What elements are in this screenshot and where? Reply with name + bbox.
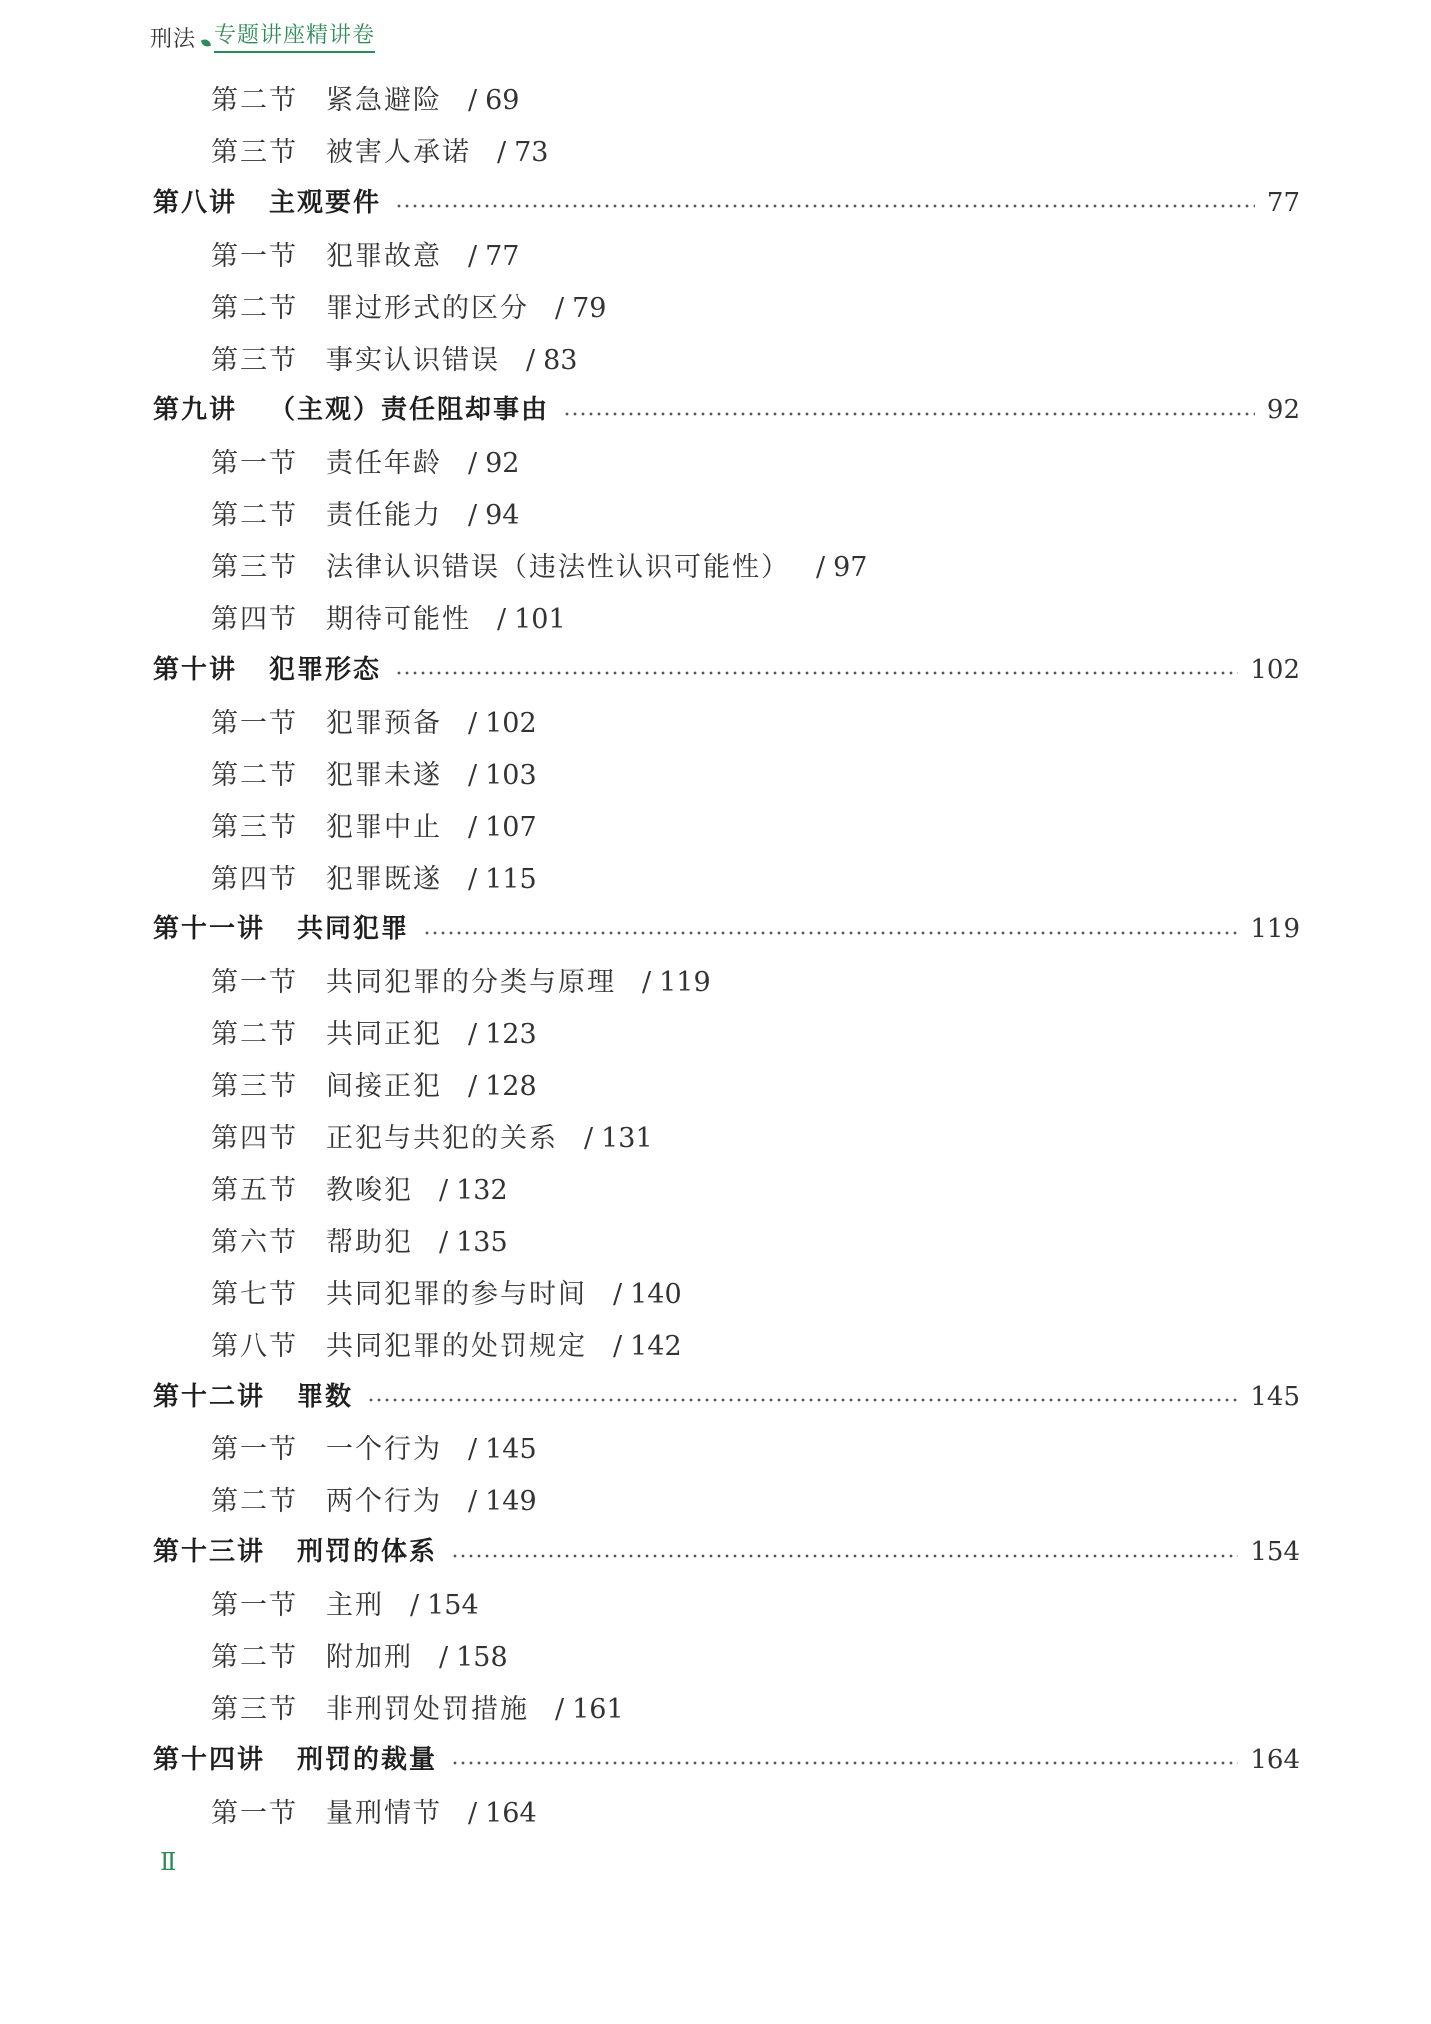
toc-chapter[interactable] bbox=[153, 389, 1300, 426]
section-number: 第五节 bbox=[211, 1174, 298, 1206]
chapter-title: （主观）责任阻却事由 bbox=[269, 395, 550, 426]
section-page: 131 bbox=[601, 1123, 653, 1154]
leader-dots bbox=[451, 1761, 1238, 1765]
chapter-page: 77 bbox=[1266, 187, 1300, 218]
toc-section[interactable] bbox=[211, 857, 537, 896]
leader-dots bbox=[423, 931, 1238, 935]
section-title: 非刑罚处罚措施 bbox=[326, 1693, 529, 1725]
page-separator: / bbox=[439, 1174, 449, 1206]
section-page: 128 bbox=[485, 1071, 537, 1103]
section-page: 77 bbox=[485, 240, 520, 272]
section-number: 第一节 bbox=[211, 1434, 298, 1466]
chapter-page: 145 bbox=[1250, 1381, 1300, 1412]
page-separator: / bbox=[613, 1278, 623, 1310]
section-number: 第三节 bbox=[211, 136, 298, 168]
chapter-number: 第八讲 bbox=[153, 187, 238, 218]
section-title: 犯罪中止 bbox=[326, 811, 442, 843]
section-page: 103 bbox=[485, 759, 537, 791]
chapter-page: 119 bbox=[1250, 914, 1300, 945]
section-page: 94 bbox=[485, 500, 520, 532]
leader-dots bbox=[395, 204, 1255, 208]
page-separator: / bbox=[468, 863, 478, 895]
section-title: 犯罪预备 bbox=[326, 707, 442, 739]
page-separator: / bbox=[555, 1693, 565, 1725]
toc-section[interactable] bbox=[211, 960, 711, 999]
section-title: 教唆犯 bbox=[326, 1174, 413, 1206]
section-page: 83 bbox=[543, 344, 578, 376]
section-title: 主刑 bbox=[326, 1590, 384, 1622]
section-number: 第二节 bbox=[211, 1486, 298, 1518]
section-title: 责任年龄 bbox=[326, 448, 442, 480]
toc-chapter[interactable] bbox=[153, 182, 1300, 219]
section-page: 79 bbox=[572, 292, 607, 324]
toc-section[interactable] bbox=[211, 545, 867, 584]
section-page: 135 bbox=[456, 1226, 508, 1258]
section-number: 第二节 bbox=[211, 1019, 298, 1051]
toc-section[interactable] bbox=[211, 234, 519, 273]
section-title: 共同正犯 bbox=[326, 1019, 442, 1051]
page-separator: / bbox=[816, 552, 826, 584]
section-title: 期待可能性 bbox=[326, 604, 471, 635]
toc-section[interactable] bbox=[211, 338, 577, 377]
section-number: 第二节 bbox=[211, 85, 298, 116]
chapter-title: 犯罪形态 bbox=[269, 654, 382, 685]
section-title: 正犯与共犯的关系 bbox=[326, 1123, 558, 1154]
section-number: 第一节 bbox=[211, 240, 298, 272]
toc-section[interactable] bbox=[211, 805, 537, 844]
chapter-page: 102 bbox=[1250, 654, 1300, 685]
section-title: 犯罪未遂 bbox=[326, 759, 442, 791]
section-number: 第一节 bbox=[211, 448, 298, 480]
page-separator: / bbox=[468, 85, 478, 116]
section-title: 犯罪故意 bbox=[326, 240, 442, 272]
toc-section[interactable] bbox=[211, 1583, 479, 1622]
chapter-page: 154 bbox=[1250, 1537, 1300, 1568]
section-number: 第二节 bbox=[211, 759, 298, 791]
chapter-number: 第十四讲 bbox=[153, 1744, 266, 1775]
section-page: 158 bbox=[456, 1642, 508, 1673]
section-number: 第三节 bbox=[211, 1071, 298, 1103]
chapter-number: 第十三讲 bbox=[153, 1537, 266, 1568]
chapter-title: 共同犯罪 bbox=[297, 914, 410, 945]
section-page: 115 bbox=[485, 863, 537, 895]
section-page: 73 bbox=[514, 136, 549, 168]
section-number: 第三节 bbox=[211, 1693, 298, 1725]
section-page: 149 bbox=[485, 1486, 537, 1518]
section-number: 第三节 bbox=[211, 811, 298, 843]
section-title: 罪过形式的区分 bbox=[326, 292, 529, 324]
toc-chapter[interactable] bbox=[153, 1531, 1300, 1568]
section-title: 间接正犯 bbox=[326, 1071, 442, 1103]
section-page: 102 bbox=[485, 707, 537, 739]
toc-section[interactable] bbox=[211, 1116, 653, 1155]
section-number: 第一节 bbox=[211, 1797, 298, 1829]
section-number: 第二节 bbox=[211, 1642, 298, 1673]
toc-chapter[interactable] bbox=[153, 1739, 1300, 1776]
section-number: 第三节 bbox=[211, 552, 298, 584]
section-title: 犯罪既遂 bbox=[326, 863, 442, 895]
page-number: Ⅱ bbox=[160, 1848, 177, 1876]
section-number: 第三节 bbox=[211, 344, 298, 376]
section-number: 第二节 bbox=[211, 292, 298, 324]
header-series-title: 专题讲座精讲卷 bbox=[214, 18, 375, 53]
section-number: 第七节 bbox=[211, 1278, 298, 1310]
toc-section[interactable] bbox=[211, 1064, 537, 1103]
toc-section[interactable] bbox=[211, 1168, 508, 1207]
section-number: 第六节 bbox=[211, 1226, 298, 1258]
page-separator: / bbox=[410, 1590, 420, 1622]
toc-section[interactable] bbox=[211, 493, 519, 532]
page-separator: / bbox=[613, 1330, 623, 1362]
page-separator: / bbox=[584, 1123, 594, 1154]
section-page: 140 bbox=[630, 1278, 682, 1310]
page-separator: / bbox=[468, 1071, 478, 1103]
section-title: 附加刑 bbox=[326, 1642, 413, 1673]
section-title: 被害人承诺 bbox=[326, 136, 471, 168]
toc-section[interactable] bbox=[211, 1479, 537, 1518]
page-separator: / bbox=[468, 448, 478, 480]
section-page: 132 bbox=[456, 1174, 508, 1206]
chapter-title: 刑罚的裁量 bbox=[297, 1744, 438, 1775]
chapter-title: 主观要件 bbox=[269, 187, 382, 218]
section-number: 第一节 bbox=[211, 707, 298, 739]
toc-chapter[interactable] bbox=[153, 1376, 1300, 1413]
leader-dots bbox=[367, 1398, 1238, 1402]
toc-section[interactable] bbox=[211, 1012, 537, 1051]
section-page: 97 bbox=[833, 552, 868, 584]
toc-chapter[interactable] bbox=[153, 908, 1300, 945]
section-title: 共同犯罪的处罚规定 bbox=[326, 1330, 587, 1362]
toc-section[interactable] bbox=[211, 753, 537, 792]
page-separator: / bbox=[468, 1486, 478, 1518]
section-title: 共同犯罪的参与时间 bbox=[326, 1278, 587, 1310]
section-title: 一个行为 bbox=[326, 1434, 442, 1466]
toc-chapter[interactable] bbox=[153, 649, 1300, 686]
toc-section[interactable] bbox=[211, 1635, 508, 1674]
page-separator: / bbox=[468, 240, 478, 272]
section-page: 123 bbox=[485, 1019, 537, 1051]
toc-section[interactable] bbox=[211, 701, 537, 740]
section-page: 92 bbox=[485, 448, 520, 480]
page-separator: / bbox=[468, 1434, 478, 1466]
page-separator: / bbox=[526, 344, 536, 376]
section-page: 154 bbox=[427, 1590, 479, 1622]
toc-section[interactable] bbox=[211, 1791, 537, 1830]
page-separator: / bbox=[468, 707, 478, 739]
section-title: 量刑情节 bbox=[326, 1797, 442, 1829]
section-number: 第四节 bbox=[211, 863, 298, 895]
toc-section[interactable] bbox=[211, 130, 548, 169]
chapter-number: 第十二讲 bbox=[153, 1381, 266, 1412]
page-separator: / bbox=[468, 500, 478, 532]
section-title: 两个行为 bbox=[326, 1486, 442, 1518]
section-title: 事实认识错误 bbox=[326, 344, 500, 376]
toc-section[interactable] bbox=[211, 286, 606, 325]
page-separator: / bbox=[468, 1019, 478, 1051]
toc-section[interactable] bbox=[211, 1220, 508, 1259]
page-separator: / bbox=[555, 292, 565, 324]
toc-section[interactable] bbox=[211, 1687, 624, 1726]
chapter-number: 第十讲 bbox=[153, 654, 238, 685]
header-book-title: 刑法 bbox=[150, 27, 197, 52]
toc-section[interactable] bbox=[211, 1427, 537, 1466]
chapter-number: 第十一讲 bbox=[153, 914, 266, 945]
toc-section[interactable] bbox=[211, 78, 519, 117]
section-number: 第八节 bbox=[211, 1330, 298, 1362]
section-page: 164 bbox=[485, 1797, 537, 1829]
page-separator: / bbox=[439, 1226, 449, 1258]
section-page: 119 bbox=[659, 967, 711, 999]
chapter-number: 第九讲 bbox=[153, 395, 238, 426]
toc-section[interactable] bbox=[211, 597, 566, 636]
section-title: 法律认识错误（违法性认识可能性） bbox=[326, 552, 790, 584]
leader-dots bbox=[563, 412, 1255, 416]
section-number: 第四节 bbox=[211, 604, 298, 635]
section-title: 紧急避险 bbox=[326, 85, 442, 116]
toc-section[interactable] bbox=[211, 441, 519, 480]
section-page: 107 bbox=[485, 811, 537, 843]
section-number: 第一节 bbox=[211, 967, 298, 999]
toc-section[interactable] bbox=[211, 1324, 682, 1363]
chapter-page: 92 bbox=[1266, 395, 1300, 426]
page-separator: / bbox=[642, 967, 652, 999]
chapter-title: 刑罚的体系 bbox=[297, 1537, 438, 1568]
section-page: 69 bbox=[485, 85, 520, 116]
section-title: 帮助犯 bbox=[326, 1226, 413, 1258]
section-page: 161 bbox=[572, 1693, 624, 1725]
section-number: 第四节 bbox=[211, 1123, 298, 1154]
chapter-title: 罪数 bbox=[297, 1381, 354, 1412]
section-title: 责任能力 bbox=[326, 500, 442, 532]
page-separator: / bbox=[468, 811, 478, 843]
page-separator: / bbox=[439, 1642, 449, 1673]
section-number: 第二节 bbox=[211, 500, 298, 532]
section-title: 共同犯罪的分类与原理 bbox=[326, 967, 616, 999]
section-page: 101 bbox=[514, 604, 566, 635]
toc-section[interactable] bbox=[211, 1272, 682, 1311]
page-separator: / bbox=[497, 136, 507, 168]
page-separator: / bbox=[468, 759, 478, 791]
leader-dots bbox=[451, 1554, 1238, 1558]
chapter-page: 164 bbox=[1250, 1744, 1300, 1775]
leader-dots bbox=[395, 671, 1238, 675]
page-separator: / bbox=[468, 1797, 478, 1829]
section-page: 142 bbox=[630, 1330, 682, 1362]
section-number: 第一节 bbox=[211, 1590, 298, 1622]
section-page: 145 bbox=[485, 1434, 537, 1466]
page-separator: / bbox=[497, 604, 507, 635]
